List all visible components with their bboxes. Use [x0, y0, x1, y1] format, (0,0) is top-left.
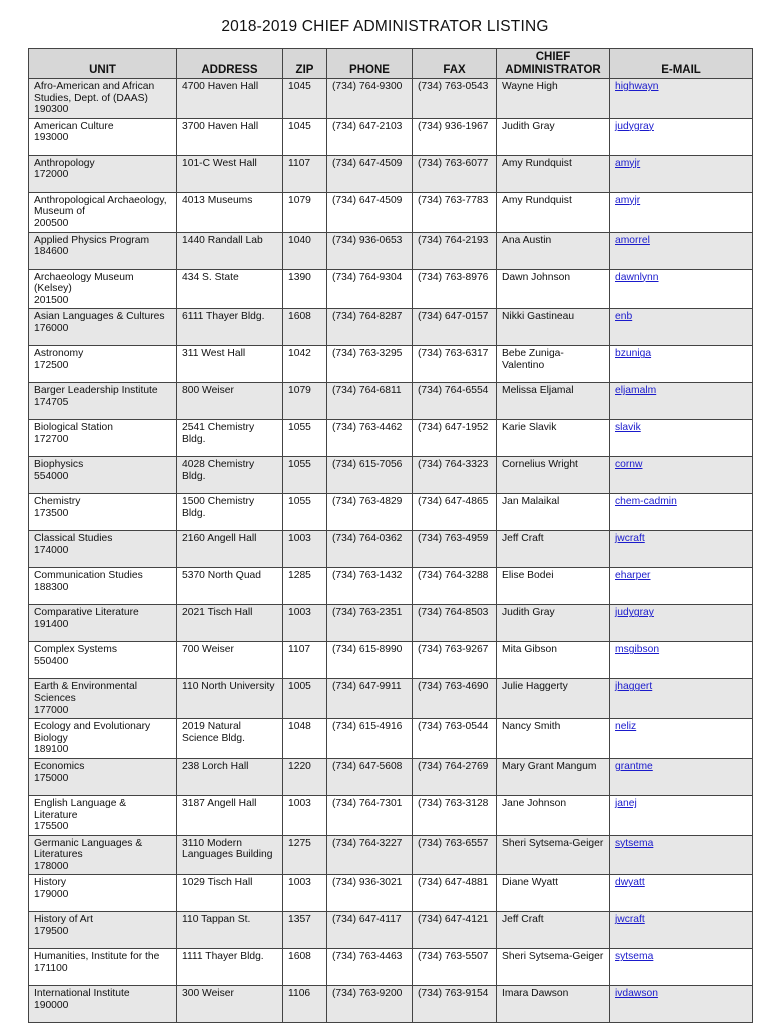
unit-cell [29, 531, 177, 568]
fax-cell: (734) 763-6317 [413, 346, 497, 383]
table-row [29, 118, 753, 155]
unit-cell [29, 986, 177, 1023]
email-cell [610, 758, 753, 795]
column-header-unit: UNIT [29, 49, 177, 79]
table-row [29, 531, 753, 568]
unit-code: 554000 [34, 470, 69, 482]
email-cell [610, 531, 753, 568]
phone-cell: (734) 763-4829 [327, 494, 413, 531]
email-cell [610, 309, 753, 346]
phone-cell: (734) 763-4462 [327, 420, 413, 457]
unit-code: 189100 [34, 744, 69, 756]
unit-name: Communication Studies [34, 570, 143, 582]
column-header-chief-administrator: CHIEF ADMINISTRATOR [497, 49, 610, 79]
zip-cell: 1107 [283, 155, 327, 192]
unit-name: History of Art [34, 914, 93, 926]
email-link[interactable]: sytsema [615, 951, 654, 963]
unit-code: 184600 [34, 246, 69, 258]
table-row [29, 346, 753, 383]
unit-name: Chemistry [34, 496, 81, 508]
address-cell: 700 Weiser [177, 642, 283, 679]
email-link[interactable]: enb [615, 311, 633, 323]
unit-name: Earth & Environmental Sciences [34, 681, 138, 704]
unit-name: Anthropology [34, 157, 95, 169]
chief-administrator-cell: Dawn Johnson [497, 269, 610, 309]
phone-cell: (734) 647-9911 [327, 679, 413, 719]
address-cell: 4700 Haven Hall [177, 79, 283, 119]
address-cell: 3700 Haven Hall [177, 118, 283, 155]
email-link[interactable]: ivdawson [615, 988, 658, 1000]
unit-cell [29, 912, 177, 949]
table-row [29, 642, 753, 679]
email-link[interactable]: neliz [615, 721, 637, 733]
table-row [29, 155, 753, 192]
email-cell [610, 949, 753, 986]
zip-cell: 1107 [283, 642, 327, 679]
phone-cell: (734) 764-7301 [327, 795, 413, 835]
table-row [29, 79, 753, 119]
unit-cell [29, 875, 177, 912]
phone-cell: (734) 936-0653 [327, 232, 413, 269]
table-row [29, 986, 753, 1023]
unit-name: American Culture [34, 120, 114, 132]
chief-administrator-cell: Bebe Zuniga-Valentino [497, 346, 610, 383]
phone-cell: (734) 615-7056 [327, 457, 413, 494]
unit-name: Afro-American and African Studies, Dept. of (DAAS) [34, 81, 155, 104]
unit-code: 172000 [34, 169, 69, 181]
email-cell [610, 118, 753, 155]
zip-cell: 1055 [283, 420, 327, 457]
zip-cell: 1106 [283, 986, 327, 1023]
unit-name: History [34, 877, 67, 889]
address-cell: 238 Lorch Hall [177, 758, 283, 795]
administrator-table [28, 48, 753, 1023]
phone-cell: (734) 764-3227 [327, 835, 413, 875]
table-row [29, 835, 753, 875]
unit-name: Biophysics [34, 459, 84, 471]
fax-cell: (734) 764-2193 [413, 232, 497, 269]
email-cell [610, 568, 753, 605]
phone-cell: (734) 764-6811 [327, 383, 413, 420]
unit-name: Ecology and Evolutionary Biology [34, 721, 151, 744]
chief-administrator-cell: Elise Bodei [497, 568, 610, 605]
unit-cell [29, 758, 177, 795]
fax-cell: (734) 763-7783 [413, 192, 497, 232]
email-cell [610, 679, 753, 719]
zip-cell: 1003 [283, 605, 327, 642]
table-row [29, 679, 753, 719]
unit-code: 201500 [34, 294, 69, 306]
unit-code: 171100 [34, 963, 68, 975]
phone-cell: (734) 647-4509 [327, 192, 413, 232]
column-header-fax: FAX [413, 49, 497, 79]
zip-cell: 1220 [283, 758, 327, 795]
unit-code: 174705 [34, 396, 69, 408]
fax-cell: (734) 763-4690 [413, 679, 497, 719]
unit-cell [29, 642, 177, 679]
unit-cell [29, 79, 177, 119]
fax-cell: (734) 763-0544 [413, 719, 497, 759]
unit-name: English Language & Literature [34, 797, 127, 821]
phone-cell: (734) 764-9304 [327, 269, 413, 309]
fax-cell: (734) 764-3288 [413, 568, 497, 605]
unit-cell [29, 118, 177, 155]
fax-cell: (734) 764-3323 [413, 457, 497, 494]
phone-cell: (734) 647-4509 [327, 155, 413, 192]
table-row [29, 232, 753, 269]
chief-administrator-cell: Imara Dawson [497, 986, 610, 1023]
unit-code: 176000 [34, 322, 69, 334]
unit-name: Astronomy [34, 348, 84, 360]
fax-cell: (734) 647-1952 [413, 420, 497, 457]
zip-cell: 1608 [283, 309, 327, 346]
table-row [29, 758, 753, 795]
chief-administrator-cell: Judith Gray [497, 118, 610, 155]
email-link[interactable]: bzuniga [615, 348, 652, 360]
fax-cell: (734) 763-5507 [413, 949, 497, 986]
email-link[interactable]: dwyatt [615, 877, 645, 889]
phone-cell: (734) 647-5608 [327, 758, 413, 795]
phone-cell: (734) 764-8287 [327, 309, 413, 346]
email-cell [610, 155, 753, 192]
unit-cell [29, 605, 177, 642]
address-cell: 110 Tappan St. [177, 912, 283, 949]
table-row [29, 494, 753, 531]
table-row [29, 949, 753, 986]
email-link[interactable]: msgibson [615, 644, 660, 656]
unit-cell [29, 457, 177, 494]
email-link[interactable]: jwcraft [615, 914, 645, 926]
fax-cell: (734) 763-8976 [413, 269, 497, 309]
chief-administrator-cell: Amy Rundquist [497, 155, 610, 192]
unit-code: 179500 [34, 926, 69, 938]
unit-name: Biological Station [34, 422, 113, 434]
unit-code: 190000 [34, 1000, 69, 1012]
unit-cell [29, 346, 177, 383]
unit-name: Anthropological Archaeology, Museum of [34, 194, 167, 218]
zip-cell: 1390 [283, 269, 327, 309]
table-row [29, 309, 753, 346]
email-link[interactable]: sytsema [615, 837, 654, 849]
fax-cell: (734) 763-9267 [413, 642, 497, 679]
unit-cell [29, 494, 177, 531]
email-cell [610, 642, 753, 679]
unit-cell [29, 679, 177, 719]
fax-cell: (734) 936-1967 [413, 118, 497, 155]
zip-cell: 1045 [283, 118, 327, 155]
table-row [29, 605, 753, 642]
email-cell [610, 457, 753, 494]
phone-cell: (734) 764-9300 [327, 79, 413, 119]
chief-administrator-cell: Mary Grant Mangum [497, 758, 610, 795]
email-link[interactable]: amyjr [615, 157, 641, 169]
zip-cell: 1055 [283, 494, 327, 531]
unit-cell [29, 568, 177, 605]
email-cell [610, 875, 753, 912]
fax-cell: (734) 764-2769 [413, 758, 497, 795]
address-cell: 2541 Chemistry Bldg. [177, 420, 283, 457]
phone-cell: (734) 615-4916 [327, 719, 413, 759]
fax-cell: (734) 764-8503 [413, 605, 497, 642]
address-cell: 2021 Tisch Hall [177, 605, 283, 642]
table-row [29, 457, 753, 494]
unit-cell [29, 795, 177, 835]
email-link[interactable]: chem-cadmin [615, 496, 677, 508]
email-link[interactable]: slavik [615, 422, 641, 434]
unit-name: Classical Studies [34, 533, 113, 545]
fax-cell: (734) 764-6554 [413, 383, 497, 420]
unit-cell [29, 719, 177, 759]
chief-administrator-cell: Ana Austin [497, 232, 610, 269]
chief-administrator-cell: Sheri Sytsema-Geiger [497, 949, 610, 986]
unit-name: Barger Leadership Institute [34, 385, 158, 397]
zip-cell: 1285 [283, 568, 327, 605]
fax-cell: (734) 647-4121 [413, 912, 497, 949]
address-cell: 2160 Angell Hall [177, 531, 283, 568]
email-link[interactable]: amyjr [615, 194, 641, 206]
phone-cell: (734) 763-2351 [327, 605, 413, 642]
chief-administrator-cell: Diane Wyatt [497, 875, 610, 912]
table-row [29, 719, 753, 759]
phone-cell: (734) 647-4117 [327, 912, 413, 949]
fax-cell: (734) 763-6557 [413, 835, 497, 875]
email-link[interactable]: judygray [615, 607, 654, 619]
email-cell [610, 269, 753, 309]
chief-administrator-cell: Jane Johnson [497, 795, 610, 835]
address-cell: 300 Weiser [177, 986, 283, 1023]
unit-code: 550400 [34, 655, 69, 667]
address-cell: 1111 Thayer Bldg. [177, 949, 283, 986]
header-row [29, 49, 753, 79]
zip-cell: 1003 [283, 795, 327, 835]
zip-cell: 1003 [283, 531, 327, 568]
chief-administrator-cell: Jeff Craft [497, 912, 610, 949]
unit-cell [29, 835, 177, 875]
email-link[interactable]: jwcraft [615, 533, 645, 545]
unit-name: Economics [34, 760, 85, 772]
zip-cell: 1055 [283, 457, 327, 494]
unit-code: 188300 [34, 581, 69, 593]
zip-cell: 1079 [283, 383, 327, 420]
chief-administrator-cell: Sheri Sytsema-Geiger [497, 835, 610, 875]
email-cell [610, 232, 753, 269]
unit-cell [29, 269, 177, 309]
email-link[interactable]: cornw [615, 459, 643, 471]
email-cell [610, 79, 753, 119]
unit-cell [29, 949, 177, 986]
unit-name: Complex Systems [34, 644, 117, 656]
unit-name: Germanic Languages & Literatures [34, 837, 143, 861]
address-cell: 434 S. State [177, 269, 283, 309]
unit-code: 172500 [34, 359, 69, 371]
unit-name: Asian Languages & Cultures [34, 311, 165, 323]
unit-code: 191400 [34, 618, 69, 630]
email-cell [610, 346, 753, 383]
email-link[interactable]: eljamalm [615, 385, 657, 397]
fax-cell: (734) 647-4881 [413, 875, 497, 912]
unit-code: 172700 [34, 433, 69, 445]
unit-code: 175500 [34, 821, 69, 833]
unit-cell [29, 192, 177, 232]
table-row [29, 568, 753, 605]
email-link[interactable]: amorrel [615, 234, 650, 246]
email-link[interactable]: eharper [615, 570, 651, 582]
fax-cell: (734) 763-0543 [413, 79, 497, 119]
fax-cell: (734) 763-4959 [413, 531, 497, 568]
unit-name: International Institute [34, 988, 130, 1000]
email-link[interactable]: jhaggert [615, 681, 653, 693]
phone-cell: (734) 615-8990 [327, 642, 413, 679]
chief-administrator-cell: Judith Gray [497, 605, 610, 642]
unit-code: 178000 [34, 860, 69, 872]
email-cell [610, 795, 753, 835]
phone-cell: (734) 763-4463 [327, 949, 413, 986]
email-cell [610, 494, 753, 531]
zip-cell: 1608 [283, 949, 327, 986]
email-link[interactable]: judygray [615, 120, 654, 132]
unit-cell [29, 309, 177, 346]
email-link[interactable]: highwayn [615, 81, 659, 92]
unit-code: 173500 [34, 507, 69, 519]
chief-administrator-cell: Wayne High [497, 79, 610, 119]
email-link[interactable]: dawnlynn [615, 271, 659, 283]
zip-cell: 1042 [283, 346, 327, 383]
unit-name: Comparative Literature [34, 607, 139, 619]
phone-cell: (734) 763-1432 [327, 568, 413, 605]
address-cell: 110 North University [177, 679, 283, 719]
unit-cell [29, 383, 177, 420]
chief-administrator-cell: Jan Malaikal [497, 494, 610, 531]
address-cell: 5370 North Quad [177, 568, 283, 605]
column-header-phone: PHONE [327, 49, 413, 79]
page-title: 2018-2019 CHIEF ADMINISTRATOR LISTING [221, 18, 549, 35]
zip-cell: 1048 [283, 719, 327, 759]
table-row [29, 383, 753, 420]
zip-cell: 1040 [283, 232, 327, 269]
unit-code: 174000 [34, 544, 69, 556]
email-cell [610, 192, 753, 232]
fax-cell: (734) 763-3128 [413, 795, 497, 835]
address-cell: 101-C West Hall [177, 155, 283, 192]
email-cell [610, 719, 753, 759]
table-row [29, 875, 753, 912]
chief-administrator-cell: Nancy Smith [497, 719, 610, 759]
zip-cell: 1003 [283, 875, 327, 912]
phone-cell: (734) 647-2103 [327, 118, 413, 155]
chief-administrator-cell: Nikki Gastineau [497, 309, 610, 346]
address-cell: 1029 Tisch Hall [177, 875, 283, 912]
phone-cell: (734) 936-3021 [327, 875, 413, 912]
address-cell: 311 West Hall [177, 346, 283, 383]
unit-code: 175000 [34, 772, 69, 784]
phone-cell: (734) 763-9200 [327, 986, 413, 1023]
unit-cell [29, 155, 177, 192]
chief-administrator-cell: Mita Gibson [497, 642, 610, 679]
zip-cell: 1275 [283, 835, 327, 875]
phone-cell: (734) 764-0362 [327, 531, 413, 568]
chief-administrator-cell: Julie Haggerty [497, 679, 610, 719]
table-row [29, 420, 753, 457]
zip-cell: 1079 [283, 192, 327, 232]
zip-cell: 1357 [283, 912, 327, 949]
email-cell [610, 605, 753, 642]
phone-cell: (734) 763-3295 [327, 346, 413, 383]
email-link[interactable]: janej [615, 797, 637, 809]
chief-administrator-cell: Karie Slavik [497, 420, 610, 457]
address-cell: 6111 Thayer Bldg. [177, 309, 283, 346]
unit-cell [29, 232, 177, 269]
unit-code: 179000 [34, 889, 69, 901]
address-cell: 4013 Museums [177, 192, 283, 232]
chief-administrator-cell: Cornelius Wright [497, 457, 610, 494]
chief-administrator-cell: Melissa Eljamal [497, 383, 610, 420]
unit-name: Applied Physics Program [34, 234, 150, 246]
fax-cell: (734) 763-9154 [413, 986, 497, 1023]
email-cell [610, 835, 753, 875]
unit-cell [29, 420, 177, 457]
address-cell: 3187 Angell Hall [177, 795, 283, 835]
unit-name: Humanities, Institute for the [34, 951, 160, 963]
chief-administrator-cell: Jeff Craft [497, 531, 610, 568]
email-cell [610, 383, 753, 420]
unit-code: 200500 [34, 217, 69, 229]
unit-name: Archaeology Museum (Kelsey) [34, 271, 134, 295]
email-cell [610, 986, 753, 1023]
zip-cell: 1005 [283, 679, 327, 719]
fax-cell: (734) 763-6077 [413, 155, 497, 192]
email-cell [610, 420, 753, 457]
table-row [29, 192, 753, 232]
column-header-address: ADDRESS [177, 49, 283, 79]
address-cell: 3110 Modern Languages Building [177, 835, 283, 875]
address-cell: 2019 Natural Science Bldg. [177, 719, 283, 759]
address-cell: 4028 Chemistry Bldg. [177, 457, 283, 494]
column-header-email: E-MAIL [610, 49, 753, 79]
zip-cell: 1045 [283, 79, 327, 119]
unit-code: 193000 [34, 132, 69, 144]
column-header-zip: ZIP [283, 49, 327, 79]
table-row [29, 269, 753, 309]
fax-cell: (734) 647-0157 [413, 309, 497, 346]
email-cell [610, 912, 753, 949]
address-cell: 800 Weiser [177, 383, 283, 420]
chief-administrator-cell: Amy Rundquist [497, 192, 610, 232]
unit-code: 177000 [34, 704, 69, 716]
address-cell: 1440 Randall Lab [177, 232, 283, 269]
table-row [29, 795, 753, 835]
email-link[interactable]: grantme [615, 760, 653, 772]
fax-cell: (734) 647-4865 [413, 494, 497, 531]
table-row [29, 912, 753, 949]
address-cell: 1500 Chemistry Bldg. [177, 494, 283, 531]
unit-code: 190300 [34, 104, 69, 116]
